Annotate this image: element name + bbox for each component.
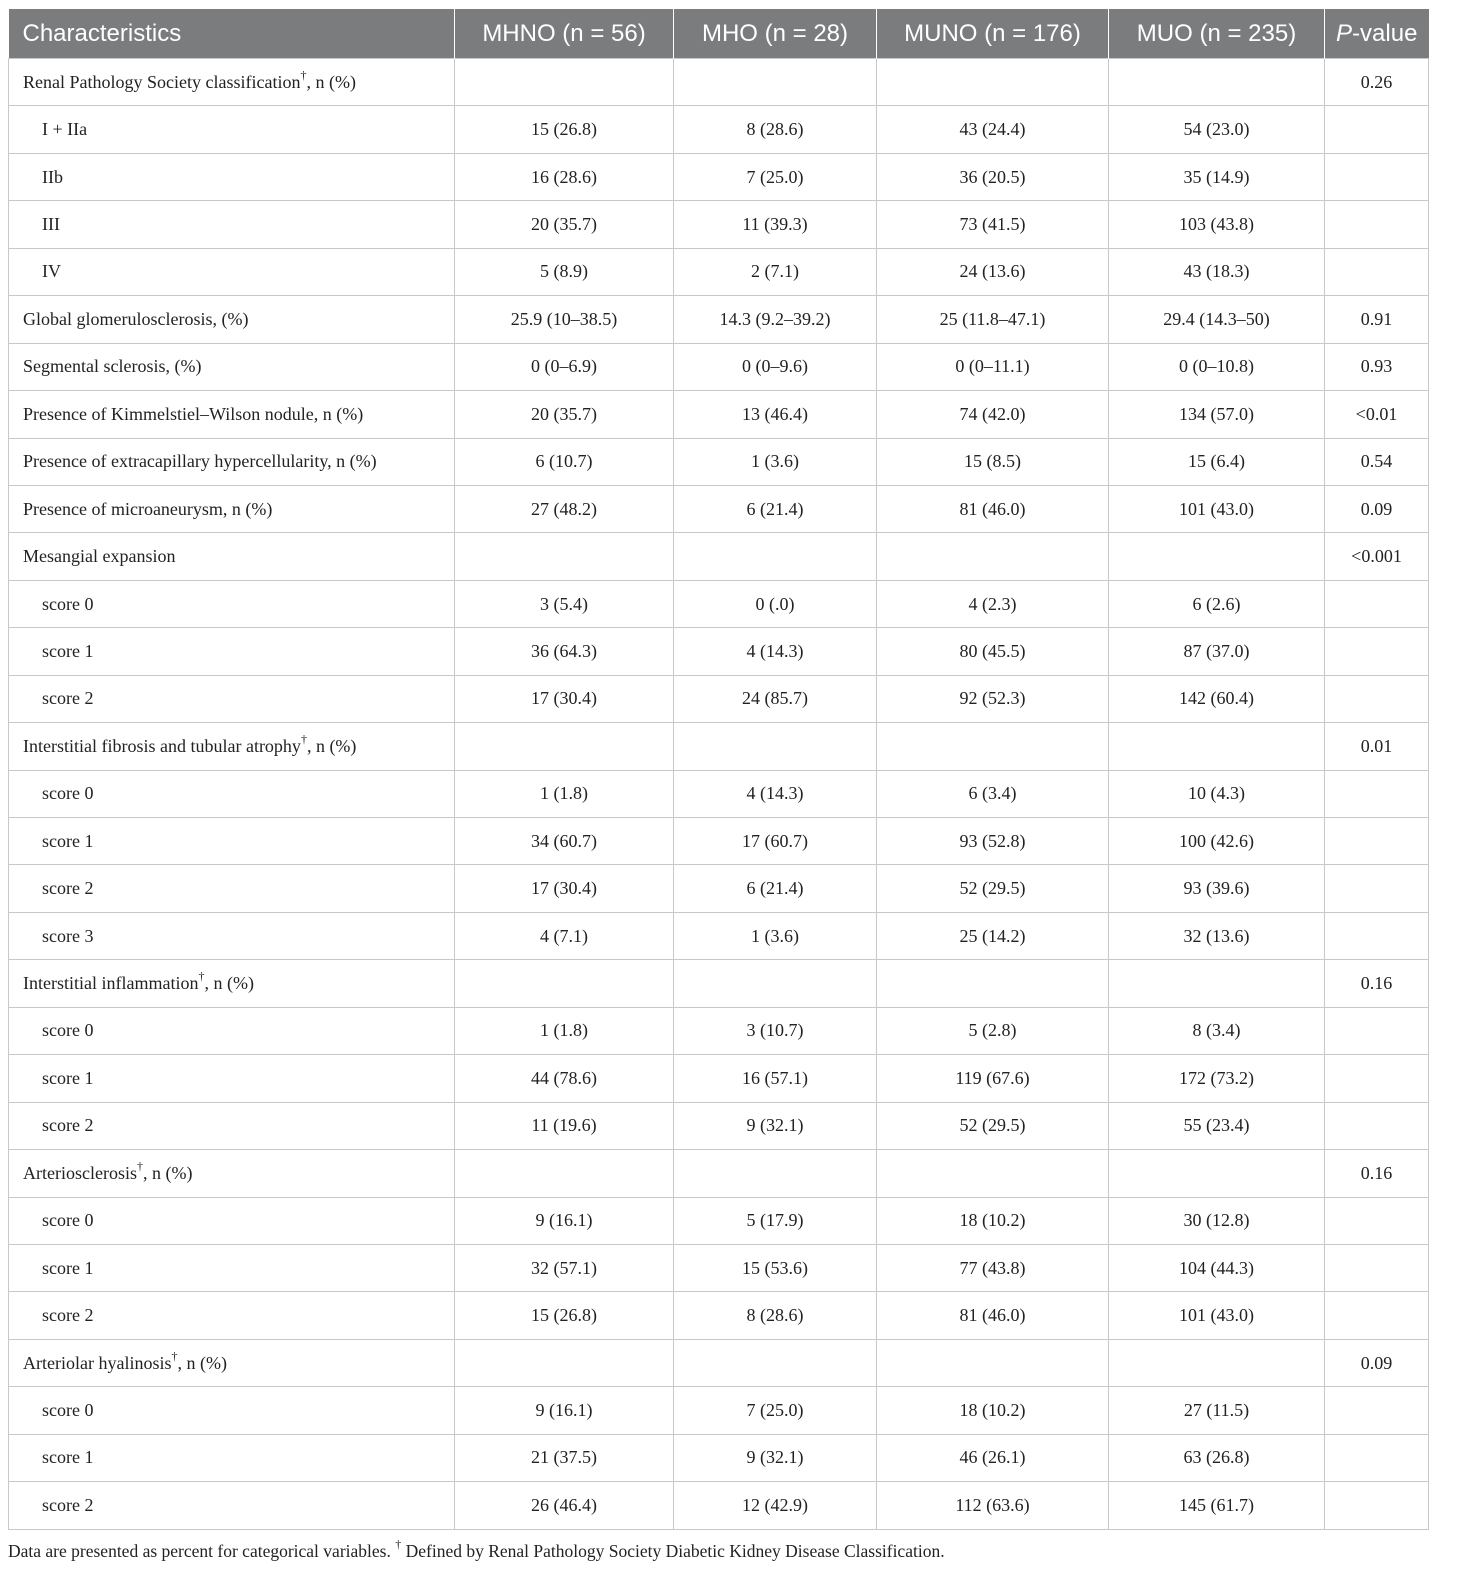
cell-muno: 81 (46.0) [877,1292,1109,1339]
cell-pvalue: 0.26 [1325,59,1429,106]
cell-muno: 43 (24.4) [877,106,1109,153]
subcategory-label [9,770,455,817]
cell-pvalue [1325,580,1429,627]
cell-mhno: 9 (16.1) [455,1387,674,1434]
table-row [9,533,1429,580]
cell-pvalue [1325,1434,1429,1481]
table-row [9,1150,1429,1197]
table-row [9,770,1429,817]
table-row [9,153,1429,200]
cell-mho: 12 (42.9) [674,1482,877,1529]
table-row [9,1482,1429,1529]
characteristic-label [9,960,455,1007]
cell-mhno: 20 (35.7) [455,391,674,438]
cell-muno: 0 (0–11.1) [877,343,1109,390]
row-label-suffix: , n (%) [177,1352,227,1373]
subcategory-label [9,580,455,627]
cell-mhno [455,59,674,106]
subcategory-label [9,248,455,295]
row-label-text: score 2 [42,878,94,899]
cell-mho: 9 (32.1) [674,1102,877,1149]
table-row [9,201,1429,248]
row-label-text: score 1 [42,640,94,661]
cell-mho [674,1150,877,1197]
cell-pvalue: 0.16 [1325,1150,1429,1197]
row-label-text: Presence of microaneurysm, n (%) [23,498,273,519]
cell-mhno: 26 (46.4) [455,1482,674,1529]
cell-mho: 11 (39.3) [674,201,877,248]
footnote-text-1: Data are presented as percent for categorical variables. [8,1541,391,1561]
cell-muno [877,960,1109,1007]
cell-mhno [455,533,674,580]
cell-muo: 142 (60.4) [1109,675,1325,722]
row-label-text: score 2 [42,688,94,709]
dagger-mark: † [300,731,307,746]
row-label-text: score 2 [42,1494,94,1515]
cell-mhno: 36 (64.3) [455,628,674,675]
row-label-text: Presence of extracapillary hypercellularity, n (%) [23,451,377,472]
cell-pvalue: 0.91 [1325,296,1429,343]
cell-mho: 0 (0–9.6) [674,343,877,390]
table-header [9,9,1429,59]
cell-pvalue [1325,1387,1429,1434]
table-row [9,960,1429,1007]
footnote-text-2: Defined by Renal Pathology Society Diabetic Kidney Disease Classification. [405,1541,945,1561]
cell-mhno: 27 (48.2) [455,485,674,532]
cell-mho: 1 (3.6) [674,438,877,485]
cell-muo: 27 (11.5) [1109,1387,1325,1434]
cell-muno: 18 (10.2) [877,1387,1109,1434]
characteristic-label [9,1339,455,1386]
cell-pvalue: 0.54 [1325,438,1429,485]
cell-pvalue [1325,1197,1429,1244]
cell-muno: 119 (67.6) [877,1055,1109,1102]
cell-mho: 8 (28.6) [674,1292,877,1339]
cell-pvalue [1325,912,1429,959]
row-label-text: score 1 [42,1257,94,1278]
row-label-text: score 2 [42,1305,94,1326]
cell-muo: 134 (57.0) [1109,391,1325,438]
cell-muo [1109,1339,1325,1386]
cell-mhno: 25.9 (10–38.5) [455,296,674,343]
row-label-text: score 1 [42,830,94,851]
table-row [9,1292,1429,1339]
subcategory-label [9,1102,455,1149]
subcategory-label [9,106,455,153]
characteristic-label [9,391,455,438]
dagger-mark: † [171,1348,178,1363]
subcategory-label [9,1055,455,1102]
cell-mhno: 9 (16.1) [455,1197,674,1244]
cell-muo: 10 (4.3) [1109,770,1325,817]
row-label-text: score 0 [42,783,94,804]
characteristic-label [9,533,455,580]
cell-mhno [455,960,674,1007]
cell-muno [877,1150,1109,1197]
cell-mhno: 20 (35.7) [455,201,674,248]
cell-muo: 32 (13.6) [1109,912,1325,959]
cell-muo: 145 (61.7) [1109,1482,1325,1529]
dagger-mark: † [198,969,205,984]
cell-pvalue [1325,675,1429,722]
cell-muno: 81 (46.0) [877,485,1109,532]
row-label-text: III [42,214,60,235]
table-row [9,438,1429,485]
table-row [9,1339,1429,1386]
cell-mhno: 3 (5.4) [455,580,674,627]
cell-mho [674,533,877,580]
cell-muno: 5 (2.8) [877,1007,1109,1054]
cell-pvalue [1325,1007,1429,1054]
table-row [9,628,1429,675]
row-label-suffix: , n (%) [204,973,254,994]
cell-mhno [455,723,674,770]
cell-muno: 52 (29.5) [877,865,1109,912]
row-label-text: Mesangial expansion [23,546,176,567]
cell-pvalue [1325,1482,1429,1529]
cell-pvalue: <0.001 [1325,533,1429,580]
cell-mho: 17 (60.7) [674,818,877,865]
row-label-suffix: , n (%) [142,1162,193,1183]
cell-mhno: 4 (7.1) [455,912,674,959]
cell-mhno: 5 (8.9) [455,248,674,295]
cell-mho: 0 (.0) [674,580,877,627]
cell-muno: 4 (2.3) [877,580,1109,627]
table-row [9,818,1429,865]
cell-pvalue: <0.01 [1325,391,1429,438]
header-muno: MUNO (n = 176) [877,9,1109,59]
cell-pvalue: 0.09 [1325,485,1429,532]
row-label-text: Interstitial fibrosis and tubular atrophy [23,735,301,756]
cell-muo: 43 (18.3) [1109,248,1325,295]
cell-muo: 101 (43.0) [1109,1292,1325,1339]
cell-muno: 92 (52.3) [877,675,1109,722]
characteristic-label [9,343,455,390]
cell-muno [877,59,1109,106]
cell-muo: 63 (26.8) [1109,1434,1325,1481]
cell-muo: 100 (42.6) [1109,818,1325,865]
subcategory-label [9,201,455,248]
cell-pvalue [1325,865,1429,912]
table-footnote [8,1537,945,1562]
cell-mho: 6 (21.4) [674,485,877,532]
cell-mho: 15 (53.6) [674,1244,877,1291]
cell-mho: 8 (28.6) [674,106,877,153]
characteristic-label [9,485,455,532]
header-pvalue-italic: P [1336,19,1353,47]
table-row [9,675,1429,722]
table-row [9,485,1429,532]
table-row [9,1102,1429,1149]
cell-mhno [455,1339,674,1386]
table-row [9,59,1429,106]
header-pvalue [1325,9,1429,59]
cell-mho [674,1339,877,1386]
cell-pvalue [1325,770,1429,817]
cell-mho: 6 (21.4) [674,865,877,912]
cell-muo: 103 (43.8) [1109,201,1325,248]
cell-muo [1109,533,1325,580]
cell-mho [674,59,877,106]
table-row [9,580,1429,627]
dagger-mark: † [300,67,307,82]
subcategory-label [9,628,455,675]
subcategory-label [9,675,455,722]
table-row [9,865,1429,912]
table-row [9,296,1429,343]
pathology-table [8,9,1429,1530]
cell-muo: 6 (2.6) [1109,580,1325,627]
cell-mhno: 15 (26.8) [455,1292,674,1339]
row-label-text: Segmental sclerosis, (%) [23,356,202,377]
cell-mho: 5 (17.9) [674,1197,877,1244]
row-label-text: score 1 [42,1067,94,1088]
cell-mhno: 15 (26.8) [455,106,674,153]
cell-mhno: 21 (37.5) [455,1434,674,1481]
cell-mhno: 44 (78.6) [455,1055,674,1102]
table-body [9,59,1429,1530]
table-row [9,1197,1429,1244]
row-label-text: score 2 [42,1115,94,1136]
characteristic-label [9,59,455,106]
row-label-suffix: , n (%) [306,71,356,92]
table-row [9,343,1429,390]
cell-mhno: 32 (57.1) [455,1244,674,1291]
cell-mhno [455,1150,674,1197]
cell-pvalue: 0.01 [1325,723,1429,770]
cell-muo: 30 (12.8) [1109,1197,1325,1244]
table-row [9,1387,1429,1434]
cell-mho: 9 (32.1) [674,1434,877,1481]
cell-muno [877,533,1109,580]
cell-muno: 25 (11.8–47.1) [877,296,1109,343]
characteristic-label [9,438,455,485]
cell-muo: 15 (6.4) [1109,438,1325,485]
cell-muo: 172 (73.2) [1109,1055,1325,1102]
subcategory-label [9,1482,455,1529]
header-muo: MUO (n = 235) [1109,9,1325,59]
footnote-dagger: † [395,1537,402,1552]
cell-mhno: 17 (30.4) [455,865,674,912]
row-label-text: Global glomerulosclerosis, (%) [23,308,249,329]
cell-muo: 35 (14.9) [1109,153,1325,200]
cell-muno: 52 (29.5) [877,1102,1109,1149]
subcategory-label [9,1292,455,1339]
cell-muo: 87 (37.0) [1109,628,1325,675]
cell-pvalue: 0.09 [1325,1339,1429,1386]
table-row [9,1055,1429,1102]
header-characteristics: Characteristics [9,9,455,59]
cell-mho: 24 (85.7) [674,675,877,722]
row-label-text: Presence of Kimmelstiel–Wilson nodule, n (%) [23,403,364,424]
cell-mho: 7 (25.0) [674,153,877,200]
row-label-text: Arteriosclerosis [23,1162,137,1183]
cell-mhno: 17 (30.4) [455,675,674,722]
cell-pvalue [1325,818,1429,865]
cell-mho: 7 (25.0) [674,1387,877,1434]
cell-pvalue [1325,248,1429,295]
cell-mho [674,723,877,770]
cell-muo: 0 (0–10.8) [1109,343,1325,390]
subcategory-label [9,1007,455,1054]
table-container [8,9,1428,1530]
header-mhno: MHNO (n = 56) [455,9,674,59]
cell-muo [1109,960,1325,1007]
cell-mho [674,960,877,1007]
cell-pvalue [1325,1292,1429,1339]
row-label-text: Arteriolar hyalinosis [23,1352,172,1373]
row-label-text: Interstitial inflammation [23,973,199,994]
cell-mho: 14.3 (9.2–39.2) [674,296,877,343]
cell-muo: 55 (23.4) [1109,1102,1325,1149]
characteristic-label [9,296,455,343]
cell-muo: 29.4 (14.3–50) [1109,296,1325,343]
cell-muo: 101 (43.0) [1109,485,1325,532]
cell-pvalue [1325,201,1429,248]
cell-muo [1109,1150,1325,1197]
cell-mho: 4 (14.3) [674,628,877,675]
cell-muo [1109,59,1325,106]
row-label-text: score 1 [42,1447,94,1468]
cell-muno: 93 (52.8) [877,818,1109,865]
subcategory-label [9,865,455,912]
subcategory-label [9,818,455,865]
header-pvalue-rest: -value [1352,19,1418,47]
cell-mhno: 11 (19.6) [455,1102,674,1149]
cell-pvalue [1325,1102,1429,1149]
header-row [9,9,1429,59]
cell-muno: 36 (20.5) [877,153,1109,200]
subcategory-label [9,1244,455,1291]
header-mho: MHO (n = 28) [674,9,877,59]
cell-muno: 18 (10.2) [877,1197,1109,1244]
characteristic-label [9,1150,455,1197]
subcategory-label [9,1197,455,1244]
cell-muno: 112 (63.6) [877,1482,1109,1529]
cell-mhno: 1 (1.8) [455,1007,674,1054]
cell-muno: 6 (3.4) [877,770,1109,817]
cell-mho: 13 (46.4) [674,391,877,438]
cell-muno: 25 (14.2) [877,912,1109,959]
cell-pvalue [1325,106,1429,153]
cell-mhno: 0 (0–6.9) [455,343,674,390]
cell-muno: 73 (41.5) [877,201,1109,248]
row-label-text: IV [42,261,61,282]
characteristic-label [9,723,455,770]
row-label-text: IIb [42,166,63,187]
cell-muno: 46 (26.1) [877,1434,1109,1481]
cell-muo: 93 (39.6) [1109,865,1325,912]
cell-mhno: 1 (1.8) [455,770,674,817]
cell-mho: 1 (3.6) [674,912,877,959]
row-label-text: Renal Pathology Society classification [23,71,301,92]
cell-mho: 3 (10.7) [674,1007,877,1054]
cell-pvalue [1325,1244,1429,1291]
cell-pvalue [1325,628,1429,675]
cell-muno [877,723,1109,770]
row-label-text: score 3 [42,925,94,946]
table-row [9,912,1429,959]
cell-pvalue [1325,153,1429,200]
cell-muno: 24 (13.6) [877,248,1109,295]
cell-muno: 80 (45.5) [877,628,1109,675]
cell-mho: 2 (7.1) [674,248,877,295]
table-row [9,106,1429,153]
cell-pvalue [1325,1055,1429,1102]
cell-muo: 54 (23.0) [1109,106,1325,153]
subcategory-label [9,1434,455,1481]
dagger-mark: † [136,1158,143,1173]
table-row [9,248,1429,295]
row-label-text: I + IIa [42,119,88,140]
cell-pvalue: 0.93 [1325,343,1429,390]
cell-muo: 104 (44.3) [1109,1244,1325,1291]
cell-muno [877,1339,1109,1386]
table-row [9,1244,1429,1291]
table-row [9,1007,1429,1054]
cell-muno: 74 (42.0) [877,391,1109,438]
cell-muo: 8 (3.4) [1109,1007,1325,1054]
cell-mhno: 16 (28.6) [455,153,674,200]
subcategory-label [9,153,455,200]
cell-muo [1109,723,1325,770]
table-row [9,391,1429,438]
cell-mho: 16 (57.1) [674,1055,877,1102]
row-label-text: score 0 [42,1399,94,1420]
table-row [9,1434,1429,1481]
subcategory-label [9,912,455,959]
cell-mho: 4 (14.3) [674,770,877,817]
row-label-text: score 0 [42,1020,94,1041]
row-label-text: score 0 [42,1210,94,1231]
table-row [9,723,1429,770]
row-label-suffix: , n (%) [306,735,357,756]
cell-muno: 15 (8.5) [877,438,1109,485]
cell-pvalue: 0.16 [1325,960,1429,1007]
cell-mhno: 6 (10.7) [455,438,674,485]
subcategory-label [9,1387,455,1434]
cell-muno: 77 (43.8) [877,1244,1109,1291]
cell-mhno: 34 (60.7) [455,818,674,865]
row-label-text: score 0 [42,593,94,614]
